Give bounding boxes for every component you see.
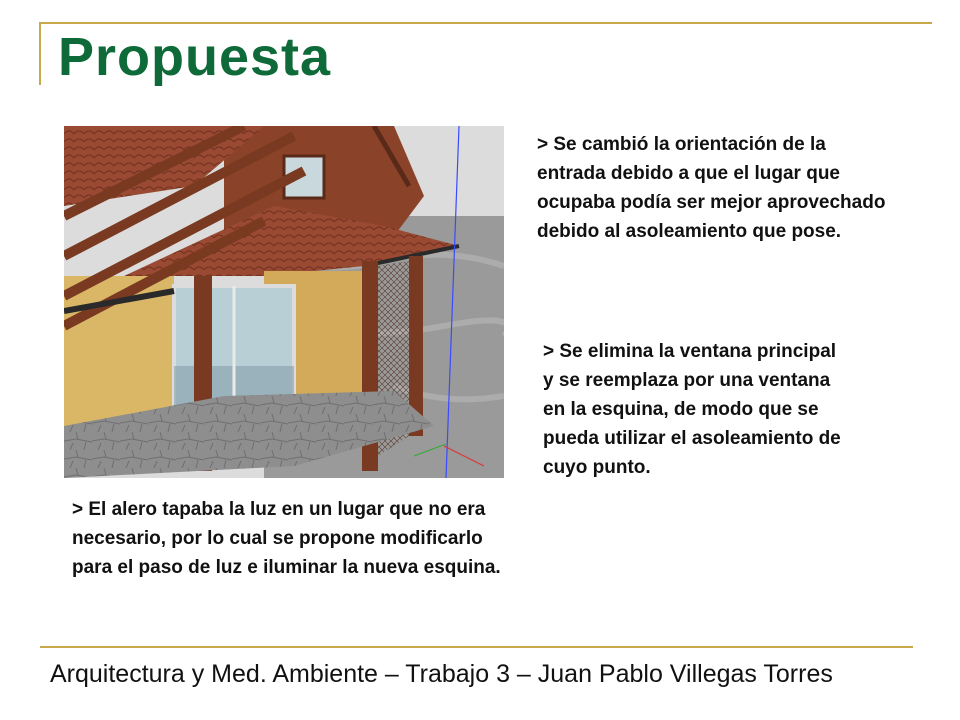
house-render-image: [64, 126, 504, 478]
bottom-accent-rule: [40, 646, 913, 648]
note-orientation: > Se cambió la orientación de la entrada debido a que el lugar que ocupaba podía ser mejor aprovechado debido al asoleamiento que pose.: [537, 134, 886, 242]
top-left-accent-rule: [39, 23, 41, 85]
note-corner-window: > Se elimina la ventana principal y se reemplaza por una ventana en la esquina, de modo que se pueda utilizar el asoleamiento de cuyo punto.: [543, 341, 841, 478]
note-eave: > El alero tapaba la luz en un lugar que no era necesario, por lo cual se propone modificarlo para el paso de luz e iluminar la nueva esquina.: [72, 499, 501, 578]
slide-footer: Arquitectura y Med. Ambiente – Trabajo 3 – Juan Pablo Villegas Torres: [50, 660, 833, 688]
top-accent-rule: [39, 22, 932, 24]
slide-title: Propuesta: [58, 27, 332, 87]
